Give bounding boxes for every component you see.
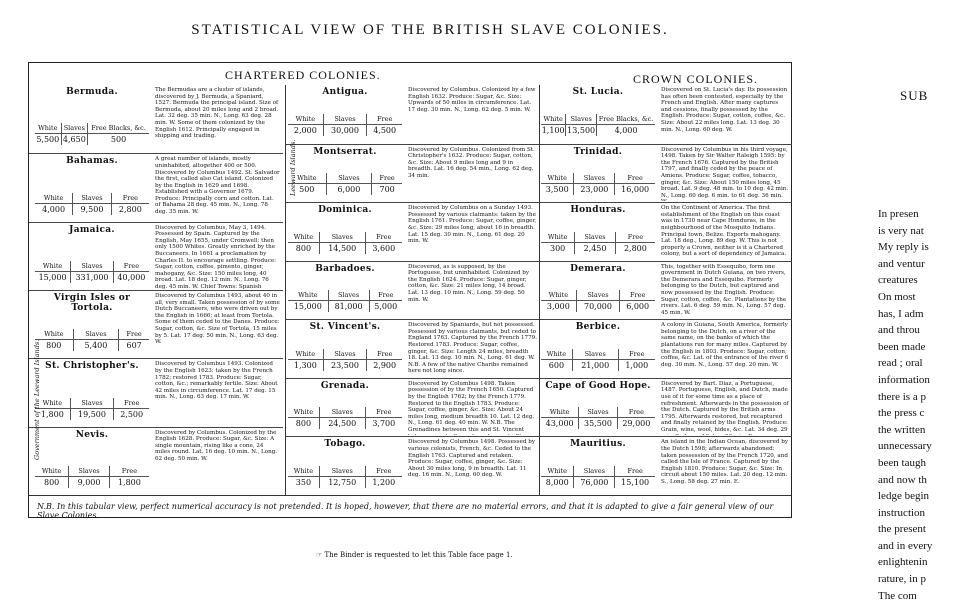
stat-header: White	[35, 123, 61, 134]
stat-header: White	[541, 114, 566, 125]
stat-header: Free	[369, 290, 402, 301]
population-stats	[288, 290, 402, 312]
stat-value: 3,700	[372, 419, 396, 429]
footnote: N.B. In this tabular view, perfect numerical accuracy is not pretended. It is hoped, however, that there are no material errors, and that it is adapted to give a fair general view of our Slave Colonies.	[29, 495, 791, 517]
colony-description: An island in the Indian Ocean, discovered by the Dutch 1598; afterwards abandoned: taken possession of by the French 1720, and called the Isle of France. Captured by the English 1810. Produce: Sugar, &c. Size: In circuit about 150 miles. Lat. 20 deg. 12 min. S., Long. 58 deg. 27 min. E.	[661, 439, 788, 485]
colony-description: Discovered by Columbus 1498. Taken possession of by the French 1650. Captured by the English 1762; by the French 1779. Restored to the English 1783. Produce: Sugar, coffee, ginger, &c. Size: About 24 miles long, medium breadth 10. Lat. 12 deg. N., Long. 61 deg. 40 min. W. N.B. The Grenadines between this and St. Vincent	[408, 380, 535, 433]
colony-description: Discovered by Columbus in his third voyage, 1498. Taken by Sir Walter Raleigh 1595: by the French 1676. Captured by the British 1797, and finally ceded by the peace of Amiens. Produce: Sugar, coffee, tobacco, ginger, &c. Size: About 150 miles long, 45 broad. Lat. 9 deg. 48 min. to 10 deg. 42 min. N., Long. 60 deg. 6 min. to 61 deg. 36 min.	[661, 146, 789, 199]
side-text-line: and now th	[878, 473, 927, 486]
side-text-line: unnecessary	[878, 440, 932, 453]
population-stats	[541, 466, 655, 488]
stat-header: Free Blacks, &c.	[88, 123, 149, 134]
stat-header: Free	[114, 398, 149, 409]
colony-entry	[540, 261, 792, 320]
colony-entry	[286, 202, 540, 261]
colony-name: St. Lucia.	[572, 87, 624, 97]
stat-header: Slaves	[328, 290, 369, 301]
stat-value: 24,500	[319, 418, 365, 430]
colony-description: Discovered by Columbus on a Sunday 1493. Possessed by various claimants: taken by the English 1761. Produce: Sugar, coffee, ginger, &c. Size: 29 miles long, about 16 in breadth. Lat. 15 deg. 30 min. N., Long. 61 deg. 20 min. W.	[408, 205, 537, 245]
colony-entry	[29, 222, 283, 290]
side-text-line: ledge begin	[878, 490, 930, 503]
stat-value: 1,800	[35, 408, 70, 420]
colony-description: Discovered by Columbus, May 3, 1494. Possessed by Spain. Captured by the English, May 1655, under Cromwell: then only 1500 Whites. Greatly enriched by the Buccaneers. In 1661 a proclamation by Charles II. to encourage settling. Produce: Sugar, cotton, coffee, pimento, ginger, mahogany, &c. Size: 150 miles long, 40 broad. Lat. 18 deg. 12 min. N., Long. 76 deg. 45 min. W. Chief Towns: Spanish	[155, 224, 277, 289]
stat-header: White	[541, 407, 579, 418]
colony-description: A great number of islands, mostly uninhabited, altogether 400 or 500. Discovered by Columbus 1492. St. Salvador the first, called also Cat island. Colonized by the English in 1629 and 1698. Established with a Governor 1679. Produce: Principally corn and cotton. Lat. of Bahama 28 deg. 45 min. N., Long. 78 deg. 35 min. W.	[155, 156, 280, 216]
stat-header: Free	[615, 173, 655, 184]
stat-header: White	[288, 466, 319, 477]
colony-description: Discovered by Columbus 1493. Colonized by the English 1623: taken by the French 1782; restored 1783. Produce: Sugar, cotton, &c.; remarkably fertile. Size: About 42 miles in circumference. Lat. 17 deg. 15 min. N., Long. 63 deg. 17 min. W.	[155, 361, 278, 401]
side-text-line: In presen	[878, 208, 919, 220]
stat-value: 19,500	[70, 408, 114, 420]
stat-header: Slaves	[576, 290, 620, 301]
population-stats	[35, 329, 149, 351]
population-stats	[35, 261, 149, 283]
colony-name: Trinidad.	[573, 146, 623, 157]
population-stats	[35, 398, 149, 420]
colony-description: Discovered by Columbus. Colonized from St. Christopher's 1632. Produce: Sugar, cotton, &c. Size: About 9 miles long and 9 in breadth. Lat. 16 deg. 54 min., Long. 62 deg. 34 min.	[408, 146, 535, 179]
colony-description: Discovered by Spaniards, but not possessed. Possessed by various claimants, but ceded to England 1763. Captured by the French 1779. Restored 1783. Produce: Sugar, coffee, ginger, &c. Size: Length 24 miles, breadth 18. Lat. 13 deg. 10 min. N., Long. 61 deg. W. N.B. A few of the native Charibs remained here not long since.	[408, 322, 537, 375]
colony-entry	[286, 319, 540, 378]
stat-header: White	[288, 173, 326, 184]
population-stats	[541, 232, 655, 254]
stat-value: 6,000	[326, 184, 372, 196]
stat-value: 1,300	[288, 359, 323, 371]
stat-value: 600	[541, 359, 572, 371]
side-text-line: read ; oral	[878, 357, 923, 370]
stat-header: White	[288, 232, 319, 243]
colony-name: Dominica.	[318, 205, 372, 216]
crown-colonies-header: CROWN COLONIES.	[633, 72, 758, 86]
side-text-line: enlightenin	[878, 556, 928, 569]
side-text-line: and ventur	[878, 257, 925, 270]
side-text-line: rature, in p	[878, 573, 926, 586]
stat-header: White	[541, 173, 574, 184]
leeward-islands-label: Leeward Islands.	[289, 139, 297, 196]
stat-header: White	[35, 398, 70, 409]
stat-header: Free	[113, 261, 149, 272]
stat-header: Free	[367, 349, 402, 360]
colony-name: St. Vincent's.	[309, 322, 381, 333]
colony-description: Discovered by Bart. Diaz, a Portuguese, 1487. Portuguese, English, and Dutch, made use of it for some time as a place of refreshment. Afterwards in the possession of the Dutch. Captured by the British arms 1795. Afterwards restored, but recaptured and finally retained by the English. Produce: Grain, wine, wool, hides, &c. Lat. 34 deg. 29	[661, 380, 789, 433]
colony-entry	[286, 144, 540, 203]
stat-header: White	[288, 290, 328, 301]
stat-header: Free	[365, 407, 402, 418]
stat-value: 5,400	[73, 340, 119, 352]
stat-header: White	[541, 232, 575, 243]
colony-entry	[286, 378, 540, 437]
stat-value: 5,000	[374, 302, 398, 312]
stat-value: 2,500	[120, 409, 144, 419]
column-2	[285, 85, 540, 495]
stat-value: 29,000	[622, 419, 651, 429]
colony-entry	[286, 436, 540, 495]
stat-value: 12,750	[319, 476, 365, 488]
stat-value: 800	[35, 340, 73, 352]
colony-description: Discovered by Columbus 1493, about 40 in all, very small. Taken possession of by some Dutch Buccaneers, who were driven out by the English in 1666; at least from Tortola. Some of them ceded to the Danes. Produce: Sugar, cotton, &c. Size of Tortola, 15 miles by 5. Lat. 17 deg. 50 min. N., Long. 63 deg. W.	[155, 293, 280, 346]
stat-value: 43,000	[541, 418, 579, 430]
binder-note: ☞ The Binder is requested to let this Table face page 1.	[316, 551, 513, 559]
colony-entry	[29, 290, 283, 358]
stat-header: White	[288, 114, 323, 125]
colony-name: Bahamas.	[66, 156, 118, 167]
side-text-line: and in every	[878, 539, 933, 552]
stat-header: Free	[365, 466, 402, 477]
stat-value: 14,500	[319, 242, 365, 254]
colony-entry	[540, 202, 792, 261]
colony-description: Discovered on St. Lucia's day. Its possession has often been contested, especially by the French and English. After many captures and cessions, finally possessed by the English. Produce: Sugar, cotton, coffee, &c. Size: About 22 miles long. Lat. 13 deg. 30 min. N., Long. 60 deg. W.	[661, 87, 788, 133]
colony-description: Discovered by Columbus. Colonized by the English 1628. Produce: Sugar, &c. Size: A single mountain, rising like a cone, 24 miles round. Lat. 16 deg. 10 min. N., Long. 62 deg. 50 min. W.	[155, 429, 278, 463]
side-text-line: On most	[878, 290, 916, 303]
stat-value: 3,000	[541, 301, 576, 313]
stat-value: 3,600	[372, 243, 396, 253]
stat-header: White	[35, 261, 71, 272]
stat-header: White	[35, 466, 69, 477]
stat-value: 15,000	[35, 271, 71, 283]
stat-value: 8,000	[541, 476, 574, 488]
colony-name: Grenada.	[320, 380, 370, 391]
stat-header: White	[35, 193, 73, 204]
side-text-line: been taugh	[878, 456, 926, 469]
colony-name: Mauritius.	[570, 439, 626, 450]
colony-name: Cape of Good Hope.	[545, 380, 651, 391]
colonies-table	[28, 62, 792, 518]
stat-header: Free	[111, 193, 149, 204]
stat-value: 23,000	[574, 184, 615, 196]
stat-header: Free	[618, 349, 655, 360]
colony-entry	[540, 378, 792, 437]
stat-value: 2,450	[575, 242, 616, 254]
stat-value: 2,900	[373, 360, 397, 370]
colony-entry	[540, 85, 792, 144]
government-leeward-label: Government of the Leeward Islands.	[33, 339, 41, 460]
colony-entry	[29, 153, 283, 221]
stat-value: 607	[126, 341, 142, 351]
stat-value: 76,000	[574, 476, 615, 488]
population-stats	[35, 466, 149, 488]
side-text-line: My reply is	[878, 241, 929, 254]
stat-value: 800	[35, 476, 69, 488]
colony-name: Bermuda.	[66, 87, 118, 97]
colony-entry	[286, 85, 540, 144]
stat-header: White	[541, 349, 572, 360]
stat-value: 23,500	[323, 359, 367, 371]
side-text-line: been made	[878, 340, 926, 353]
stat-header: Free	[615, 232, 655, 243]
stat-header: Slaves	[579, 407, 617, 418]
stat-value: 21,000	[572, 359, 618, 371]
population-stats	[288, 114, 402, 136]
stat-header: Slaves	[572, 349, 618, 360]
stat-value: 4,000	[614, 125, 638, 135]
side-text-line: the present	[878, 523, 926, 536]
stat-value: 9,500	[73, 203, 112, 215]
population-stats	[541, 407, 655, 429]
stat-header: Slaves	[319, 466, 365, 477]
stat-value: 5,500	[36, 135, 60, 145]
stat-value: 2,800	[623, 243, 647, 253]
stat-header: Free	[119, 329, 149, 340]
stat-value: 30,000	[323, 124, 367, 136]
stat-header: Free	[367, 114, 402, 125]
column-3	[539, 85, 792, 495]
stat-value: 1,200	[372, 477, 396, 487]
stat-value: 2,800	[118, 204, 142, 214]
stat-value: 4,500	[373, 125, 397, 135]
stat-value: 350	[288, 476, 319, 488]
colony-name: Montserrat.	[313, 146, 377, 157]
stat-value: 6,000	[626, 302, 650, 312]
colony-entry	[29, 358, 283, 426]
stat-header: White	[288, 349, 323, 360]
stat-value: 700	[379, 185, 395, 195]
colony-entry	[540, 319, 792, 378]
stat-header: White	[541, 466, 574, 477]
side-text-line: the press c	[878, 407, 925, 420]
stat-header: White	[541, 290, 576, 301]
colony-entry	[29, 85, 283, 153]
side-text-line: has, I adm	[878, 307, 924, 320]
colony-description: The Bermudas are a cluster of islands, discovered by J. Bermuda, a Spaniard, 1527. Bermuda the principal island. Size of Bermuda, about 20 miles long and 2 broad. Lat. 32 deg. 35 min. N., Long. 63 deg. 28 min. W. Some of them colonized by the English 1612. Principally engaged in shipping and trading.	[155, 87, 279, 140]
stat-value: 13,500	[567, 125, 596, 135]
stat-value: 40,000	[117, 272, 146, 282]
stat-value: 800	[288, 242, 319, 254]
colony-entry	[540, 436, 792, 495]
stat-header: Slaves	[61, 123, 88, 134]
stat-header: Slaves	[566, 114, 597, 125]
stat-value: 2,000	[288, 124, 323, 136]
population-stats	[288, 407, 402, 429]
stat-value: 300	[541, 242, 575, 254]
stat-value: 35,500	[579, 418, 617, 430]
stat-header: Free Blacks, &c.	[597, 114, 655, 125]
stat-value: 81,000	[328, 301, 369, 313]
stat-value: 4,000	[35, 203, 73, 215]
colony-description: This, together with Essequibo, form one government in Dutch Guiana, on two rivers, the Demerara and Essequibo. Formerly belonging to the Dutch, but captured and now possessed by the English. Produce: Sugar, cotton, coffee, &c. Plantations by the rivers. Lat. 6 deg. 59 min. N., Long. 57 deg. 45 min. W.	[661, 263, 787, 316]
stat-header: Slaves	[575, 232, 616, 243]
stat-value: 9,000	[69, 476, 110, 488]
colony-entry	[286, 261, 540, 320]
side-text-line: creatures	[878, 274, 918, 287]
stat-value: 500	[110, 135, 127, 145]
colony-name: Virgin Isles or Tortola.	[53, 293, 131, 313]
colony-entry	[540, 144, 792, 203]
stat-value: 3,500	[541, 184, 574, 196]
side-text-line: the written	[878, 423, 926, 436]
colony-name: Honduras.	[570, 205, 626, 216]
population-stats	[541, 173, 655, 195]
stat-value: 70,000	[576, 301, 620, 313]
population-stats	[35, 123, 149, 145]
population-stats	[288, 232, 402, 254]
stat-header: Slaves	[326, 173, 372, 184]
stat-header: Free	[617, 407, 655, 418]
colony-description: Discovered by Columbus. Colonized by a few English 1632. Produce: Sugar, &c. Size: Upwards of 50 miles in circumference. Lat. 17 deg. 30 min. N., Long. 62 deg. 5 min. W.	[408, 87, 536, 113]
stat-header: Slaves	[323, 114, 367, 125]
stat-header: Slaves	[69, 466, 110, 477]
stat-header: Slaves	[73, 193, 112, 204]
population-stats	[35, 193, 149, 215]
population-stats	[288, 173, 402, 195]
colony-name: Nevis.	[75, 429, 109, 440]
adjacent-page-text	[878, 206, 932, 604]
population-stats	[541, 349, 655, 371]
colony-name: Berbice.	[575, 322, 621, 333]
population-stats	[541, 290, 655, 312]
stat-value: 16,000	[621, 185, 650, 195]
side-text-line: and throu	[878, 324, 920, 337]
stat-value: 4,650	[62, 135, 86, 145]
colony-description: Discovered by Columbus 1498. Possessed by various colonists, French, &c. Ceded to the English 1763. Captured and retaken. Produce: Sugar, coffee, ginger, &c. Size: About 30 miles long, 9 in breadth. Lat. 11 deg. 16 min. N., Long. 60 deg. W.	[408, 439, 536, 479]
stat-header: Free	[365, 232, 402, 243]
stat-header: Slaves	[574, 466, 615, 477]
stat-header: Slaves	[574, 173, 615, 184]
side-text-line: information	[878, 373, 930, 386]
stat-header: Free	[615, 466, 655, 477]
stat-header: Free	[372, 173, 402, 184]
colony-name: Tobago.	[324, 439, 366, 450]
stat-value: 1,800	[117, 477, 141, 487]
side-text-line: instruction	[878, 506, 926, 519]
chartered-colonies-header: CHARTERED COLONIES.	[225, 68, 381, 82]
stat-value: 1,000	[625, 360, 649, 370]
colony-description: A colony in Guiana, South America, formerly belonging to the Dutch, on a river of the same name, on the banks of which the plantations run for many miles. Captured by the English in 1803. Produce: Sugar, cotton, coffee, &c. Lat. of the entrance of the river 6 deg. 30 min. N., Long. 57 deg. 20 min. W.	[661, 322, 789, 368]
population-stats	[288, 349, 402, 371]
side-text-line: The com	[878, 589, 917, 602]
stat-header: Slaves	[71, 261, 114, 272]
colony-name: Barbadoes.	[315, 263, 375, 274]
column-1	[29, 85, 283, 495]
page-title: STATISTICAL VIEW OF THE BRITISH SLAVE COLONIES.	[191, 22, 669, 38]
stat-header: Slaves	[319, 407, 365, 418]
side-text-line: is very nat	[878, 224, 924, 237]
stat-header: Slaves	[319, 232, 365, 243]
colony-name: St. Christopher's.	[45, 361, 139, 372]
sub-heading: SUB	[900, 88, 929, 103]
stat-value: 1,100	[541, 125, 565, 135]
stat-value: 15,000	[288, 301, 328, 313]
stat-header: Slaves	[73, 329, 119, 340]
stat-header: Free	[109, 466, 149, 477]
stat-header: Free	[620, 290, 655, 301]
stat-value: 500	[288, 184, 326, 196]
stat-header: White	[35, 329, 73, 340]
stat-header: White	[288, 407, 319, 418]
colony-entry	[29, 427, 283, 495]
stat-value: 15,100	[621, 477, 650, 487]
stat-value: 800	[288, 418, 319, 430]
stat-header: Slaves	[70, 398, 114, 409]
colony-name: Jamaica.	[69, 224, 115, 235]
stat-value: 331,000	[71, 271, 114, 283]
colony-name: Antigua.	[322, 87, 368, 97]
colony-description: Discovered, as is supposed, by the Portuguese, but uninhabited. Colonized by the English 1624. Produce: Sugar, ginger, cotton, &c. Size: 21 miles long, 14 broad. Lat. 13 deg. 10 min. N., Long. 59 deg. 50 min. W.	[408, 263, 530, 303]
population-stats	[541, 114, 655, 136]
side-text-line: there is a p	[878, 390, 926, 403]
colony-description: On the Continent of America. The first establishment of the English on this coast was in 1730 near Cape Honduras, in the neighbourhood of the Mosquito Indians. Principal town, Belize. Exports mahogany. Lat. 18 deg., Long. 89 deg. W. This is not properly a Crown, neither is it a Chartered colony, but a sort of dependency of Jamaica.	[661, 205, 787, 258]
stat-header: Slaves	[323, 349, 367, 360]
population-stats	[288, 466, 402, 488]
colony-name: Demerara.	[570, 263, 626, 274]
